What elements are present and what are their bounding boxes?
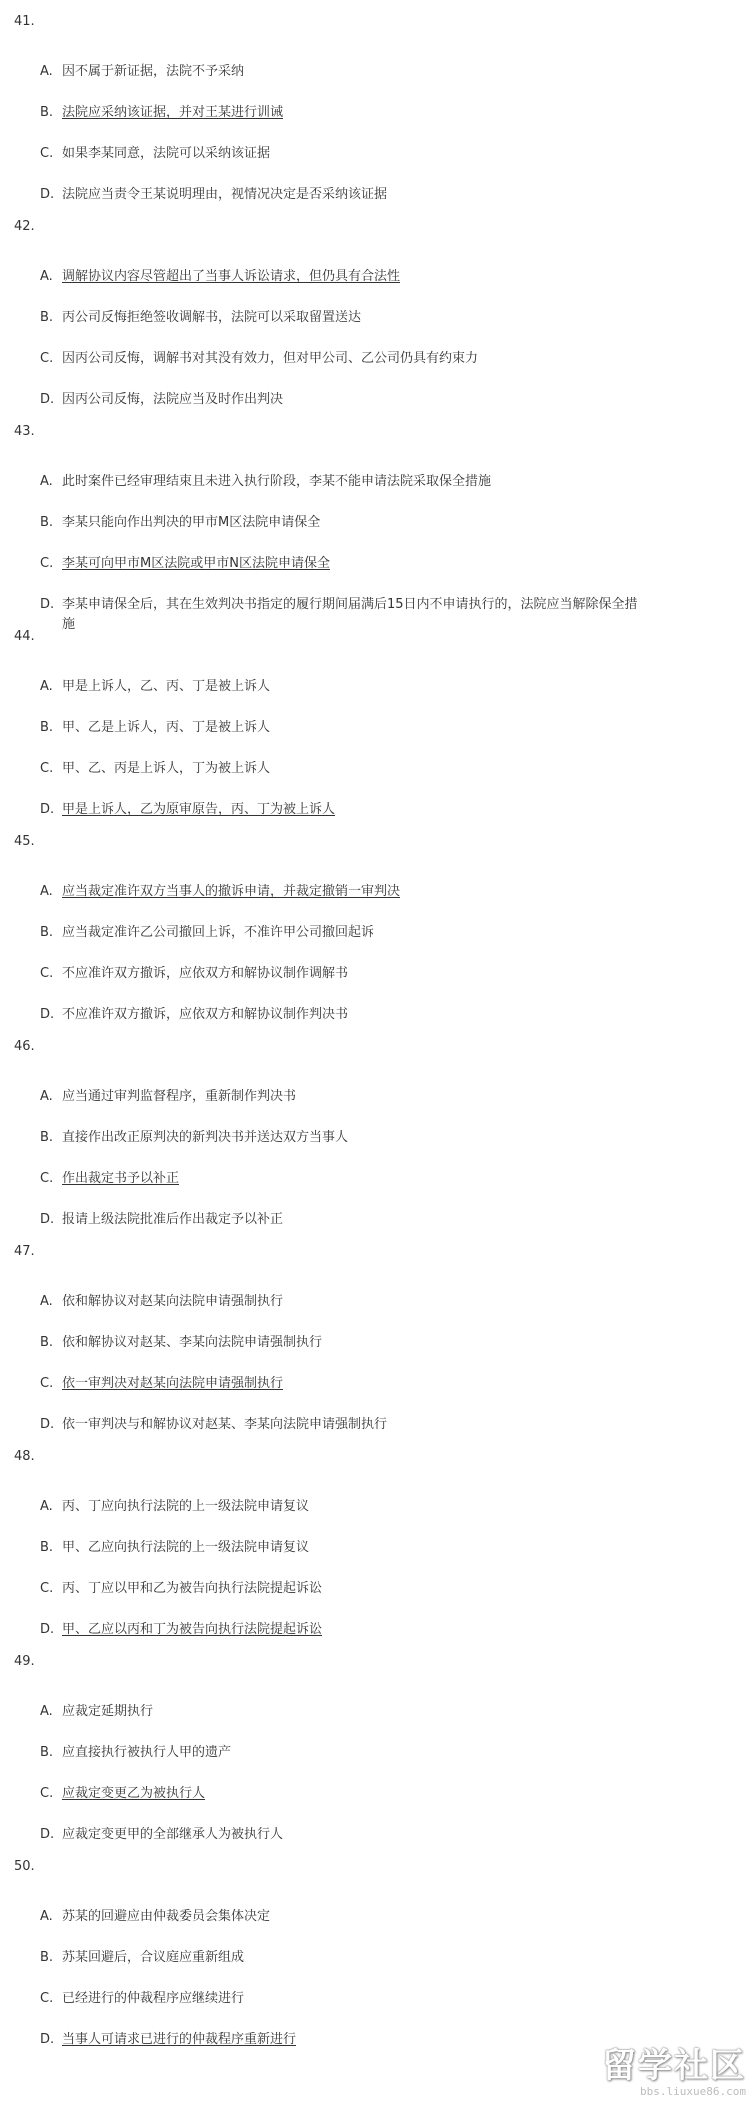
watermark-url: bbs.liuxue86.com [640,2085,746,2098]
option-text: 依一审判决与和解协议对赵某、李某向法院申请强制执行 [62,1417,388,1432]
option-c [40,757,270,776]
option-letter: A. [40,1499,53,1514]
option-text-answer: 应当裁定准许双方当事人的撤诉申请，并裁定撤销一审判决 [62,884,401,899]
option-b [40,921,374,940]
option-text-answer: 甲、乙应以丙和丁为被告向执行法院提起诉讼 [62,1622,323,1637]
option-letter: B. [40,1950,54,1965]
question-number: 44. [14,629,35,644]
option-letter: D. [40,597,55,612]
question-number: 46. [14,1039,35,1054]
option-text-answer: 调解协议内容尽管超出了当事人诉讼请求，但仍具有合法性 [62,269,401,284]
option-letter: B. [40,1130,54,1145]
option-c [40,552,330,571]
option-text-answer: 法院应采纳该证据，并对王某进行训诫 [62,105,284,120]
option-text: 应当通过审判监督程序，重新制作判决书 [62,1089,297,1104]
option-c [40,1372,283,1391]
option-letter: D. [40,802,55,817]
option-d [40,2028,296,2047]
option-d [40,1003,348,1022]
option-text: 因丙公司反悔，法院应当及时作出判决 [62,392,284,407]
option-a [40,60,244,79]
option-a [40,1085,296,1104]
option-letter: A. [40,1089,53,1104]
option-letter: B. [40,310,54,325]
option-letter: C. [40,146,54,161]
option-b [40,1741,231,1760]
option-letter: D. [40,1417,55,1432]
option-text: 丙、丁应以甲和乙为被告向执行法院提起诉讼 [62,1581,323,1596]
option-c [40,962,348,981]
option-letter: B. [40,1745,54,1760]
option-a [40,880,400,899]
watermark-logo: 留学社区 [602,2046,746,2086]
question-number: 43. [14,424,35,439]
option-c [40,142,270,161]
option-text: 直接作出改正原判决的新判决书并送达双方当事人 [62,1130,349,1145]
option-d [40,593,638,612]
option-letter: D. [40,1007,55,1022]
option-text: 此时案件已经审理结束且未进入执行阶段，李某不能申请法院采取保全措施 [62,474,492,489]
option-text: 依和解协议对赵某、李某向法院申请强制执行 [62,1335,323,1350]
option-letter: C. [40,556,54,571]
option-text: 苏某回避后，合议庭应重新组成 [62,1950,245,1965]
option-letter: A. [40,1704,53,1719]
option-a [40,1290,283,1309]
option-text: 丙、丁应向执行法院的上一级法院申请复议 [62,1499,310,1514]
option-letter: C. [40,351,54,366]
option-a [40,1700,153,1719]
option-c [40,1987,244,2006]
option-letter: A. [40,1294,53,1309]
option-c [40,1782,205,1801]
option-text: 丙公司反悔拒绝签收调解书，法院可以采取留置送达 [62,310,362,325]
option-d [40,1618,322,1637]
option-a [40,675,270,694]
option-text-answer: 应裁定变更乙为被执行人 [62,1786,206,1801]
option-text: 应裁定延期执行 [62,1704,154,1719]
option-text-answer: 依一审判决对赵某向法院申请强制执行 [62,1376,284,1391]
question-number: 45. [14,834,35,849]
option-b [40,101,283,120]
option-b [40,716,270,735]
option-letter: B. [40,515,54,530]
option-letter: C. [40,761,54,776]
option-text: 甲、乙应向执行法院的上一级法院申请复议 [62,1540,310,1555]
option-d [40,1208,283,1227]
option-text: 因丙公司反悔，调解书对其没有效力，但对甲公司、乙公司仍具有约束力 [62,351,479,366]
option-text: 甲、乙是上诉人，丙、丁是被上诉人 [62,720,271,735]
option-letter: C. [40,1581,54,1596]
option-b [40,1331,322,1350]
option-letter: B. [40,1335,54,1350]
option-letter: B. [40,720,54,735]
option-text-answer: 当事人可请求已进行的仲裁程序重新进行 [62,2032,297,2047]
option-letter: D. [40,2032,55,2047]
option-letter: A. [40,1909,53,1924]
option-b [40,1946,244,1965]
option-letter: C. [40,1171,54,1186]
option-text: 甲、乙、丙是上诉人，丁为被上诉人 [62,761,271,776]
option-letter: A. [40,269,53,284]
question-number: 48. [14,1449,35,1464]
option-letter: D. [40,392,55,407]
option-text: 不应准许双方撤诉，应依双方和解协议制作判决书 [62,1007,349,1022]
option-text-answer: 李某可向甲市M区法院或甲市N区法院申请保全 [62,556,330,571]
option-letter: D. [40,1212,55,1227]
question-number: 47. [14,1244,35,1259]
option-c [40,347,478,366]
option-letter: C. [40,1991,54,2006]
option-text: 已经进行的仲裁程序应继续进行 [62,1991,245,2006]
option-text: 应裁定变更甲的全部继承人为被执行人 [62,1827,284,1842]
question-number: 41. [14,14,35,29]
option-a [40,265,400,284]
option-text: 苏某的回避应由仲裁委员会集体决定 [62,1909,271,1924]
option-d [40,798,335,817]
option-letter: B. [40,925,54,940]
option-letter: A. [40,64,53,79]
question-number: 50. [14,1859,35,1874]
option-b [40,1536,309,1555]
option-d [40,1823,283,1842]
option-text: 甲是上诉人，乙、丙、丁是被上诉人 [62,679,271,694]
option-text-answer: 作出裁定书予以补正 [62,1171,180,1186]
option-d [40,183,387,202]
option-text-continued: 施 [62,617,76,632]
option-text: 报请上级法院批准后作出裁定予以补正 [62,1212,284,1227]
option-letter: A. [40,474,53,489]
option-text: 不应准许双方撤诉，应依双方和解协议制作调解书 [62,966,349,981]
option-c [40,1577,322,1596]
option-letter: A. [40,679,53,694]
option-letter: C. [40,1786,54,1801]
option-c [40,1167,179,1186]
question-number: 49. [14,1654,35,1669]
option-letter: B. [40,1540,54,1555]
option-letter: D. [40,187,55,202]
option-b [40,1126,348,1145]
option-a [40,1495,309,1514]
option-letter: B. [40,105,54,120]
option-letter: D. [40,1827,55,1842]
option-letter: D. [40,1622,55,1637]
option-d [40,388,283,407]
option-text: 法院应当责令王某说明理由，视情况决定是否采纳该证据 [62,187,388,202]
watermark [602,2038,746,2098]
option-text: 应直接执行被执行人甲的遗产 [62,1745,232,1760]
option-d [40,1413,387,1432]
option-text: 李某申请保全后，其在生效判决书指定的履行期间届满后15日内不申请执行的，法院应当解除保全措 [62,597,638,612]
option-text: 应当裁定准许乙公司撤回上诉，不准许甲公司撤回起诉 [62,925,375,940]
question-number: 42. [14,219,35,234]
option-b [40,511,320,530]
option-text-answer: 甲是上诉人，乙为原审原告，丙、丁为被上诉人 [62,802,336,817]
option-text: 李某只能向作出判决的甲市M区法院申请保全 [62,515,321,530]
option-text: 如果李某同意，法院可以采纳该证据 [62,146,271,161]
option-text: 依和解协议对赵某向法院申请强制执行 [62,1294,284,1309]
option-b [40,306,361,325]
option-a [40,1905,270,1924]
option-a [40,470,491,489]
option-text: 因不属于新证据，法院不予采纳 [62,64,245,79]
option-letter: C. [40,1376,54,1391]
option-letter: C. [40,966,54,981]
option-letter: A. [40,884,53,899]
